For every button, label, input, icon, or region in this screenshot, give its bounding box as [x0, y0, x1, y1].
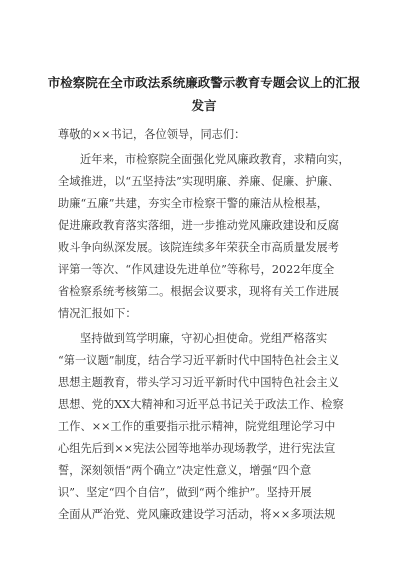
paragraph-1-line: 全域推进，以“五坚持法”实现明廉、养廉、促廉、护廉、 [58, 175, 340, 188]
paragraph-2-line: 思想、党的XX大精神和习近平总书记关于政法工作、检察 [58, 398, 344, 411]
paragraph-2-line: “第一议题”制度，结合学习近平新时代中国特色社会主义 [58, 354, 340, 367]
paragraph-2-line: 坚持做到笃学明廉，守初心担使命。党组严格落实 [80, 332, 328, 345]
paragraph-1-line: 促进廉政教育落实落细，进一步推动党风廉政建设和反腐 [58, 219, 339, 232]
paragraph-1-line: 省检察系统考核第二。根据会议要求，现将有关工作进展 [58, 285, 339, 298]
paragraph-1-line: 近年来，市检察院全面强化党风廉政教育，求精向实， [80, 153, 350, 166]
paragraph-2-line: 心组先后到××宪法公园等地举办现场教学，进行宪法宣 [58, 442, 336, 455]
paragraph-1-line: 评第一等次、“作风建设先进单位”等称号，2022年度全 [58, 263, 335, 276]
paragraph-2-line: 工作、××工作的重要指示批示精神，院党组理论学习中 [58, 420, 336, 433]
salutation: 尊敬的××书记，各位领导，同志们： [58, 128, 246, 141]
document-title: 市检察院在全市政法系统廉政警示教育专题会议上的汇报 [47, 75, 361, 90]
paragraph-2-line: 思想主题教育，带头学习习近平新时代中国特色社会主义 [58, 376, 339, 389]
document-title-continued: 发言 [191, 98, 217, 113]
paragraph-1-line: 败斗争向纵深发展。该院连续多年荣获全市高质量发展考 [58, 241, 339, 254]
paragraph-2-line: 全面从严治党、党风廉政建设学习活动，将××多项法规 [58, 508, 336, 521]
paragraph-1-line: 情况汇报如下： [58, 307, 137, 320]
paragraph-2-line: 誓，深刻领悟“两个确立”决定性意义，增强“四个意 [58, 464, 312, 477]
paragraph-1-line: 助廉“五廉”共建，夯实全市检察干警的廉洁从检根基， [58, 197, 329, 210]
paragraph-2-line: 识”、坚定“四个自信”，做到“两个维护”。坚持开展 [58, 486, 312, 499]
